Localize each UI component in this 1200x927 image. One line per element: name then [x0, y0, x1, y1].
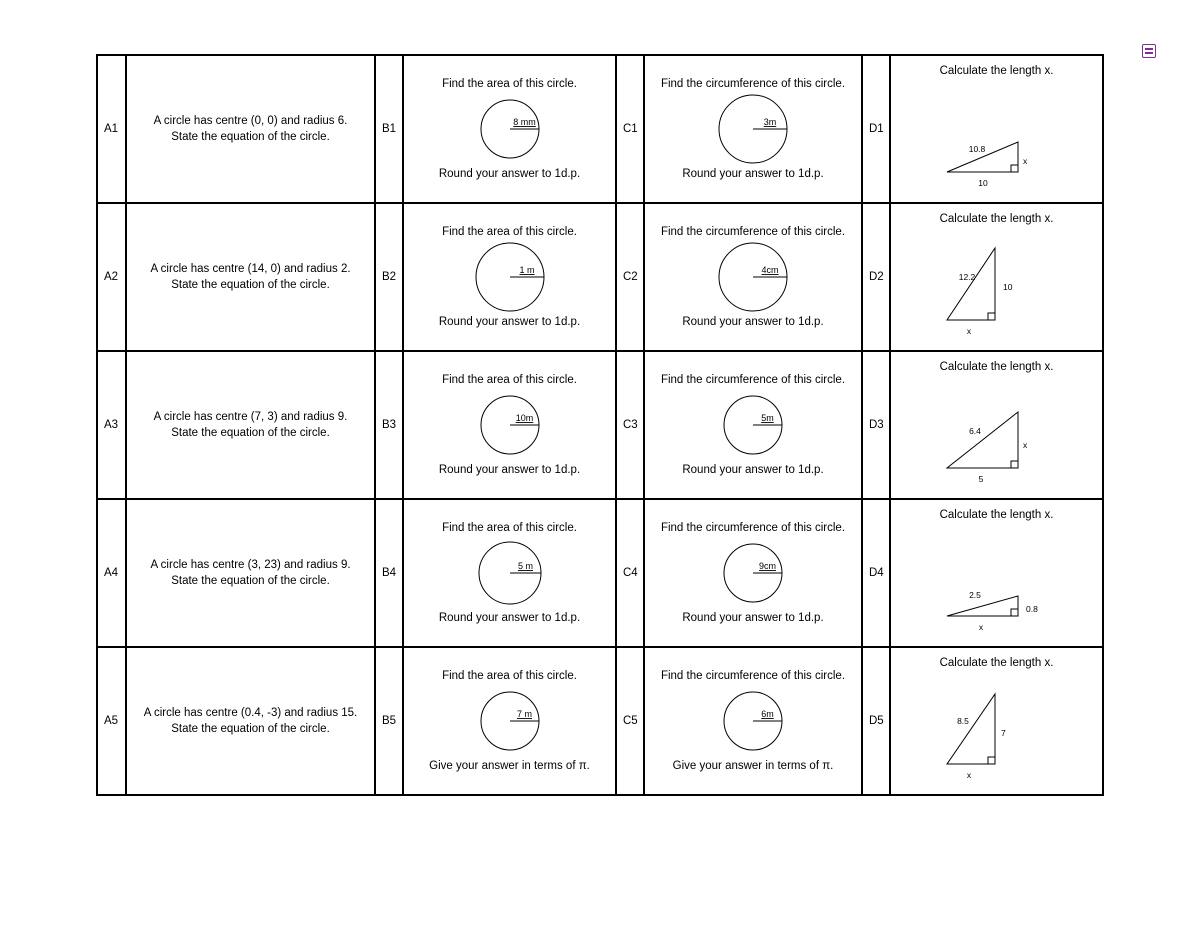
radius-label: 5m	[761, 413, 774, 423]
right-triangle-diagram	[891, 352, 1104, 498]
circle-diagram	[715, 91, 791, 167]
equation-instruction: State the equation of the circle.	[171, 427, 330, 439]
radius-label: 4cm	[761, 265, 779, 275]
question-a	[126, 203, 375, 351]
circumference-question: Find the circumference of this circle.	[660, 670, 846, 682]
circle-diagram	[715, 387, 791, 463]
question-b	[403, 203, 616, 351]
circle-diagram	[475, 686, 545, 756]
hypotenuse-label: 2.5	[969, 590, 981, 600]
equation-question: A circle has centre (7, 3) and radius 9.	[153, 411, 348, 423]
label-a: A1	[97, 55, 126, 203]
circumference-question: Find the circumference of this circle.	[660, 226, 846, 238]
base-side-label: x	[966, 770, 972, 780]
circle-diagram	[475, 94, 545, 164]
table-row	[97, 647, 1103, 795]
hypotenuse-label: 10.8	[968, 144, 986, 154]
equation-instruction: State the equation of the circle.	[171, 131, 330, 143]
triangle-question: Calculate the length x.	[939, 361, 1054, 373]
question-c	[644, 647, 862, 795]
question-c	[644, 55, 862, 203]
rounding-note: Round your answer to 1d.p.	[682, 168, 824, 180]
radius-label: 9cm	[758, 561, 777, 571]
rounding-note: Round your answer to 1d.p.	[438, 464, 581, 476]
vertical-side-label: x	[1023, 440, 1028, 450]
equation-instruction: State the equation of the circle.	[171, 575, 330, 587]
question-c	[644, 351, 862, 499]
table-row	[97, 351, 1103, 499]
question-a	[126, 647, 375, 795]
hypotenuse-label: 12.2	[958, 272, 976, 282]
base-side-label: 5	[978, 474, 984, 484]
vertical-side-label: 7	[1001, 728, 1006, 738]
circle-diagram	[475, 390, 545, 460]
equation-question: A circle has centre (14, 0) and radius 2.	[150, 263, 351, 275]
label-a: A3	[97, 351, 126, 499]
question-b	[403, 499, 616, 647]
circumference-question: Find the circumference of this circle.	[660, 374, 846, 386]
hypotenuse-label: 6.4	[969, 426, 981, 436]
question-a	[126, 55, 375, 203]
equation-instruction: State the equation of the circle.	[171, 279, 330, 291]
question-d	[890, 351, 1103, 499]
circle-diagram	[475, 242, 545, 312]
base-side-label: x	[966, 326, 972, 336]
label-d: D2	[862, 203, 890, 351]
label-a: A5	[97, 647, 126, 795]
label-b: B1	[375, 55, 403, 203]
rounding-note: Round your answer to 1d.p.	[438, 316, 581, 328]
triangle-question: Calculate the length x.	[939, 65, 1054, 77]
label-d: D3	[862, 351, 890, 499]
question-b	[403, 647, 616, 795]
vertical-side-label: 10	[1003, 282, 1013, 292]
question-b	[403, 55, 616, 203]
rounding-note: Give your answer in terms of π.	[672, 760, 834, 772]
circle-diagram	[715, 535, 791, 611]
exit-fullscreen-icon[interactable]	[1142, 44, 1156, 58]
triangle-question: Calculate the length x.	[939, 509, 1054, 521]
circle-diagram	[715, 683, 791, 759]
question-b	[403, 351, 616, 499]
circle-diagram	[715, 239, 791, 315]
right-triangle-diagram	[891, 648, 1104, 794]
vertical-side-label: 0.8	[1026, 604, 1038, 614]
radius-label: 7 m	[516, 709, 532, 719]
label-b: B4	[375, 499, 403, 647]
radius-label: 5 m	[517, 561, 533, 571]
label-b: B2	[375, 203, 403, 351]
circumference-question: Find the circumference of this circle.	[660, 78, 846, 90]
triangle-question: Calculate the length x.	[939, 213, 1054, 225]
question-d	[890, 203, 1103, 351]
table-row	[97, 203, 1103, 351]
right-triangle-diagram	[891, 56, 1104, 202]
label-c: C2	[616, 203, 644, 351]
area-question: Find the area of this circle.	[442, 374, 577, 386]
question-grid	[96, 54, 1104, 796]
label-d: D5	[862, 647, 890, 795]
area-question: Find the area of this circle.	[442, 226, 577, 238]
area-question: Find the area of this circle.	[442, 670, 577, 682]
label-b: B3	[375, 351, 403, 499]
question-a	[126, 351, 375, 499]
radius-label: 8 mm	[512, 117, 536, 127]
base-side-label: 10	[978, 178, 988, 188]
hypotenuse-label: 8.5	[957, 716, 969, 726]
table-row	[97, 55, 1103, 203]
right-triangle-diagram	[891, 204, 1104, 350]
label-c: C4	[616, 499, 644, 647]
label-a: A2	[97, 203, 126, 351]
question-c	[644, 499, 862, 647]
label-d: D1	[862, 55, 890, 203]
label-d: D4	[862, 499, 890, 647]
radius-label: 3m	[763, 117, 777, 127]
rounding-note: Give your answer in terms of π.	[429, 760, 590, 772]
rounding-note: Round your answer to 1d.p.	[682, 612, 824, 624]
radius-label: 10m	[515, 413, 533, 423]
rounding-note: Round your answer to 1d.p.	[438, 168, 581, 180]
table-row	[97, 499, 1103, 647]
right-triangle-diagram	[891, 500, 1104, 646]
base-side-label: x	[978, 622, 984, 632]
label-c: C5	[616, 647, 644, 795]
rounding-note: Round your answer to 1d.p.	[682, 316, 824, 328]
radius-label: 6m	[761, 709, 774, 719]
equation-question: A circle has centre (0, 0) and radius 6.	[153, 115, 348, 127]
question-d	[890, 499, 1103, 647]
equation-question: A circle has centre (3, 23) and radius 9.	[150, 559, 351, 571]
label-c: C1	[616, 55, 644, 203]
area-question: Find the area of this circle.	[442, 522, 577, 534]
circumference-question: Find the circumference of this circle.	[660, 522, 846, 534]
equation-instruction: State the equation of the circle.	[171, 723, 330, 735]
question-d	[890, 647, 1103, 795]
rounding-note: Round your answer to 1d.p.	[438, 612, 581, 624]
vertical-side-label: x	[1023, 156, 1028, 166]
radius-label: 1 m	[518, 265, 535, 275]
area-question: Find the area of this circle.	[442, 78, 577, 90]
label-a: A4	[97, 499, 126, 647]
question-c	[644, 203, 862, 351]
rounding-note: Round your answer to 1d.p.	[682, 464, 824, 476]
triangle-question: Calculate the length x.	[939, 657, 1054, 669]
label-c: C3	[616, 351, 644, 499]
equation-question: A circle has centre (0.4, -3) and radius 15.	[143, 707, 358, 719]
question-a	[126, 499, 375, 647]
question-d	[890, 55, 1103, 203]
label-b: B5	[375, 647, 403, 795]
circle-diagram	[475, 538, 545, 608]
